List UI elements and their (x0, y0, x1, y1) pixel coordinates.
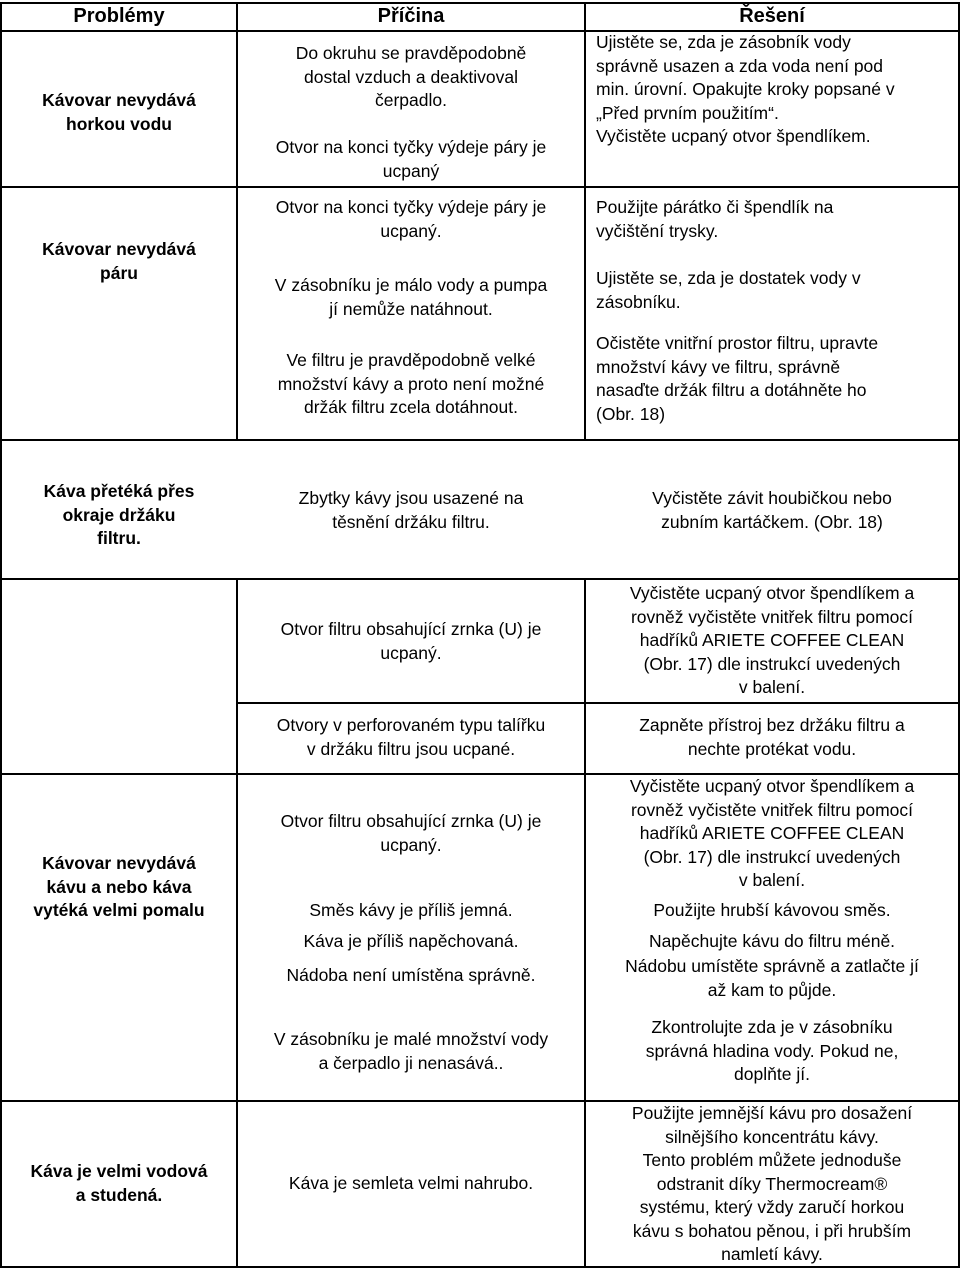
cause-container-misplaced: Nádoba není umístěna správně. (286, 965, 536, 985)
cause-filter-hole-blocked: Otvor filtru obsahující zrnka (U) je ucpaný. (280, 619, 542, 663)
cause-air-in-circuit: Do okruhu se pravděpodobně dostal vzduch a deaktivoval čerpadlo. (295, 43, 527, 110)
solution-toothpick: Použijte párátko či špendlík na vyčištění trysky. (596, 197, 834, 241)
cause-perforated-disc-blocked: Otvory v perforovaném typu talířku v držáku filtru jsou ucpané. (276, 715, 546, 759)
solution-check-water-level: Zkontrolujte zda je v zásobníku správná hladina vody. Pokud ne, doplňte jí. (645, 1017, 899, 1084)
header-problems: Problémy (73, 5, 165, 27)
cause-ground-too-coarse: Káva je semleta velmi nahrubo. (288, 1173, 534, 1193)
problem-no-hot-water: Kávovar nevydává horkou vodu (42, 90, 196, 134)
problem-no-steam: Kávovar nevydává páru (42, 239, 196, 283)
solution-clean-with-pin: Vyčistěte ucpaný otvor špendlíkem. (596, 126, 871, 146)
cause-coffee-too-tamped: Káva je příliš napěchovaná. (303, 931, 519, 951)
solution-clean-thread: Vyčistěte závit houbičkou nebo zubním kartáčkem. (Obr. 18) (652, 488, 892, 532)
section2-bottom-line (0, 439, 960, 441)
problem-coffee-overflows: Káva přetéká přes okraje držáku filtru. (43, 481, 195, 548)
solution-place-container: Nádobu umístěte správně a zatlačte jí až kam to půjde. (625, 956, 919, 1000)
row-divider (236, 702, 960, 704)
cause-steam-nozzle-blocked: Otvor na konci tyčky výdeje páry je ucpaný (275, 137, 547, 181)
column-divider (236, 578, 238, 1268)
problem-no-coffee-slow-flow: Kávovar nevydává kávu a nebo káva vytéká velmi pomalu (33, 853, 205, 920)
solution-coarser-blend: Použijte hrubší kávovou směs. (653, 900, 891, 920)
cause-blend-too-fine: Směs kávy je příliš jemná. (309, 900, 513, 920)
solution-clean-filter: Očistěte vnitřní prostor filtru, upravte množství kávy ve filtru, správně nasaďte držák filtru a dotáhněte ho (Obr. 18) (596, 333, 879, 424)
section1-bottom-line (0, 186, 960, 188)
column-divider (584, 2, 586, 439)
solution-run-water: Zapněte přístroj bez držáku filtru a nechte protékat vodu. (639, 715, 905, 759)
problem-watery-cold-coffee: Káva je velmi vodová a studená. (30, 1161, 208, 1205)
cause-coffee-residue: Zbytky kávy jsou usazené na těsnění držáku filtru. (298, 488, 524, 532)
solution-clean-filter-ariete: Vyčistěte ucpaný otvor špendlíkem a rovněž vyčistěte vnitřek filtru pomocí hadříků ARIETE COFFEE CLEAN (Obr. 17) dle instrukcí uvedených v balení. (629, 776, 915, 890)
cause-steam-nozzle-blocked: Otvor na konci tyčky výdeje páry je ucpaný. (275, 197, 547, 241)
solution-clean-filter-ariete: Vyčistěte ucpaný otvor špendlíkem a rovněž vyčistěte vnitřek filtru pomocí hadříků ARIETE COFFEE CLEAN (Obr. 17) dle instrukcí uvedených v balení. (629, 583, 915, 697)
cause-too-much-coffee: Ve filtru je pravděpodobně velké množství kávy a proto není možné držák filtru zcela dotáhnout. (277, 350, 545, 417)
solution-finer-coffee: Použijte jemnější kávu pro dosažení silnějšího koncentrátu kávy. Tento problém můžete jednoduše odstranit díky Thermocream® systému, který vždy zaručí horkou kávu s bohatou pěnou, i při hrubším namletí kávy. (631, 1103, 913, 1264)
solution-tamp-less: Napěchujte kávu do filtru méně. (648, 931, 896, 951)
table-border-left (0, 2, 2, 1268)
section3-bottom-line (0, 578, 960, 580)
header-cause: Příčina (377, 5, 445, 27)
header-solution: Řešení (739, 5, 805, 27)
solution-enough-water: Ujistěte se, zda je dostatek vody v zásobníku. (596, 268, 861, 312)
cause-filter-hole-blocked: Otvor filtru obsahující zrnka (U) je ucpaný. (280, 811, 542, 855)
solution-check-tank: Ujistěte se, zda je zásobník vody správně usazen a zda voda není pod min. úrovní. Opakujte kroky popsané v „Před prvním použitím“. (596, 32, 895, 123)
cause-little-water-in-tank: V zásobníku je malé množství vody a čerpadlo ji nenasává.. (273, 1029, 549, 1073)
cause-low-water: V zásobníku je málo vody a pumpa jí nemůže natáhnout. (274, 275, 548, 319)
